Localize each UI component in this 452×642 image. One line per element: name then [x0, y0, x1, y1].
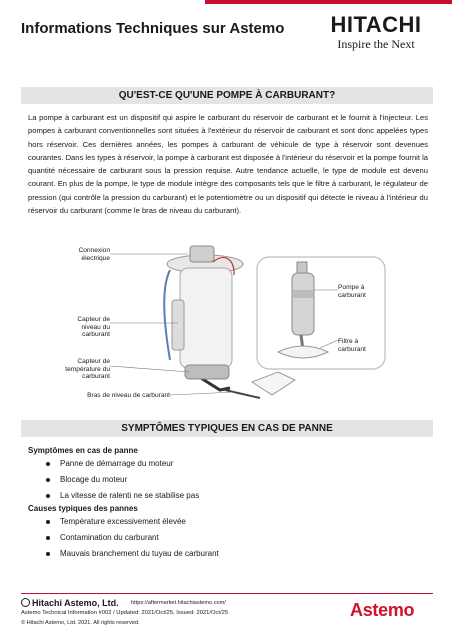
list-item: Température excessivement élevée: [46, 514, 219, 530]
section-heading-symptoms: SYMPTÔMES TYPIQUES EN CAS DE PANNE: [21, 420, 433, 437]
footer-doc-info: Astemo Technical Information #002 / Updated: 2021/Oct/25, Issued: 2021/Oct/25: [21, 610, 229, 616]
hitachi-mark-icon: [21, 598, 30, 607]
logo-tagline: Inspire the Next: [337, 37, 415, 51]
list-item: Panne de démarrage du moteur: [46, 456, 199, 472]
logo-name: HITACHI: [330, 12, 422, 37]
label-pump: Pompe à carburant: [338, 284, 366, 299]
label-level-arm: Bras de niveau de carburant: [87, 392, 170, 399]
section-heading-what-is: QU'EST-CE QU'UNE POMPE À CARBURANT?: [21, 87, 433, 104]
footer-company: [21, 598, 119, 608]
astemo-logo: Astemo: [350, 600, 415, 620]
list-item: Blocage du moteur: [46, 472, 199, 488]
label-connector: Connexion électrique: [78, 247, 110, 262]
label-level-sensor: Capteur de niveau du carburant: [77, 316, 110, 339]
page-title: Informations Techniques sur Astemo: [21, 20, 285, 37]
top-accent-bar: [205, 0, 452, 4]
footer-url-link[interactable]: https://aftermarket.hitachiastemo.com/: [131, 600, 226, 606]
footer-copyright: © Hitachi Astemo, Ltd. 2021. All rights reserved.: [21, 620, 140, 626]
symptoms-title: Symptômes en cas de panne: [28, 446, 138, 455]
label-filter: Filtre à carburant: [338, 338, 366, 353]
list-item: La vitesse de ralenti ne se stabilise pas: [46, 488, 199, 504]
causes-list: [46, 514, 219, 562]
symptoms-list: [46, 456, 199, 504]
label-temp-sensor: Capteur de température du carburant: [65, 358, 110, 381]
footer-company-name: Hitachi Astemo, Ltd.: [32, 598, 119, 608]
causes-title: Causes typiques des pannes: [28, 504, 138, 513]
footer-divider: [21, 593, 433, 594]
hitachi-logo: [310, 13, 442, 51]
intro-paragraph: La pompe à carburant est un dispositif qui aspire le carburant du réservoir de carburant et le fournit à l'injecteur. Les pompes à carburant conventionnelles sont situées à l'extérieur du réservoir de carburant et sont donc appelées types hors réservoir. Ces dernières années, les pompes à carburant de véhicule de type à réservoir sont devenues courantes. Dans les types à réservoir, la pompe à carburant est disposée à l'intérieur du réservoir et la pompe fournit la quantité nécessaire de carburant sous la pression requise. Autre tendance actuelle, le type de module est devenu courant. En plus de la pompe, le type de module intègre des composants tels que le filtre à carburant, le régulateur de pression (qui contrôle la pression du carburant) et le potentiomètre ou un dispositif qui détecte le niveau à l'intérieur du réservoir du carburant (comme le bras de niveau du carburant).: [28, 113, 428, 216]
list-item: Contamination du carburant: [46, 530, 219, 546]
fuel-pump-figure: [20, 240, 430, 410]
list-item: Mauvais branchement du tuyau de carburant: [46, 546, 219, 562]
